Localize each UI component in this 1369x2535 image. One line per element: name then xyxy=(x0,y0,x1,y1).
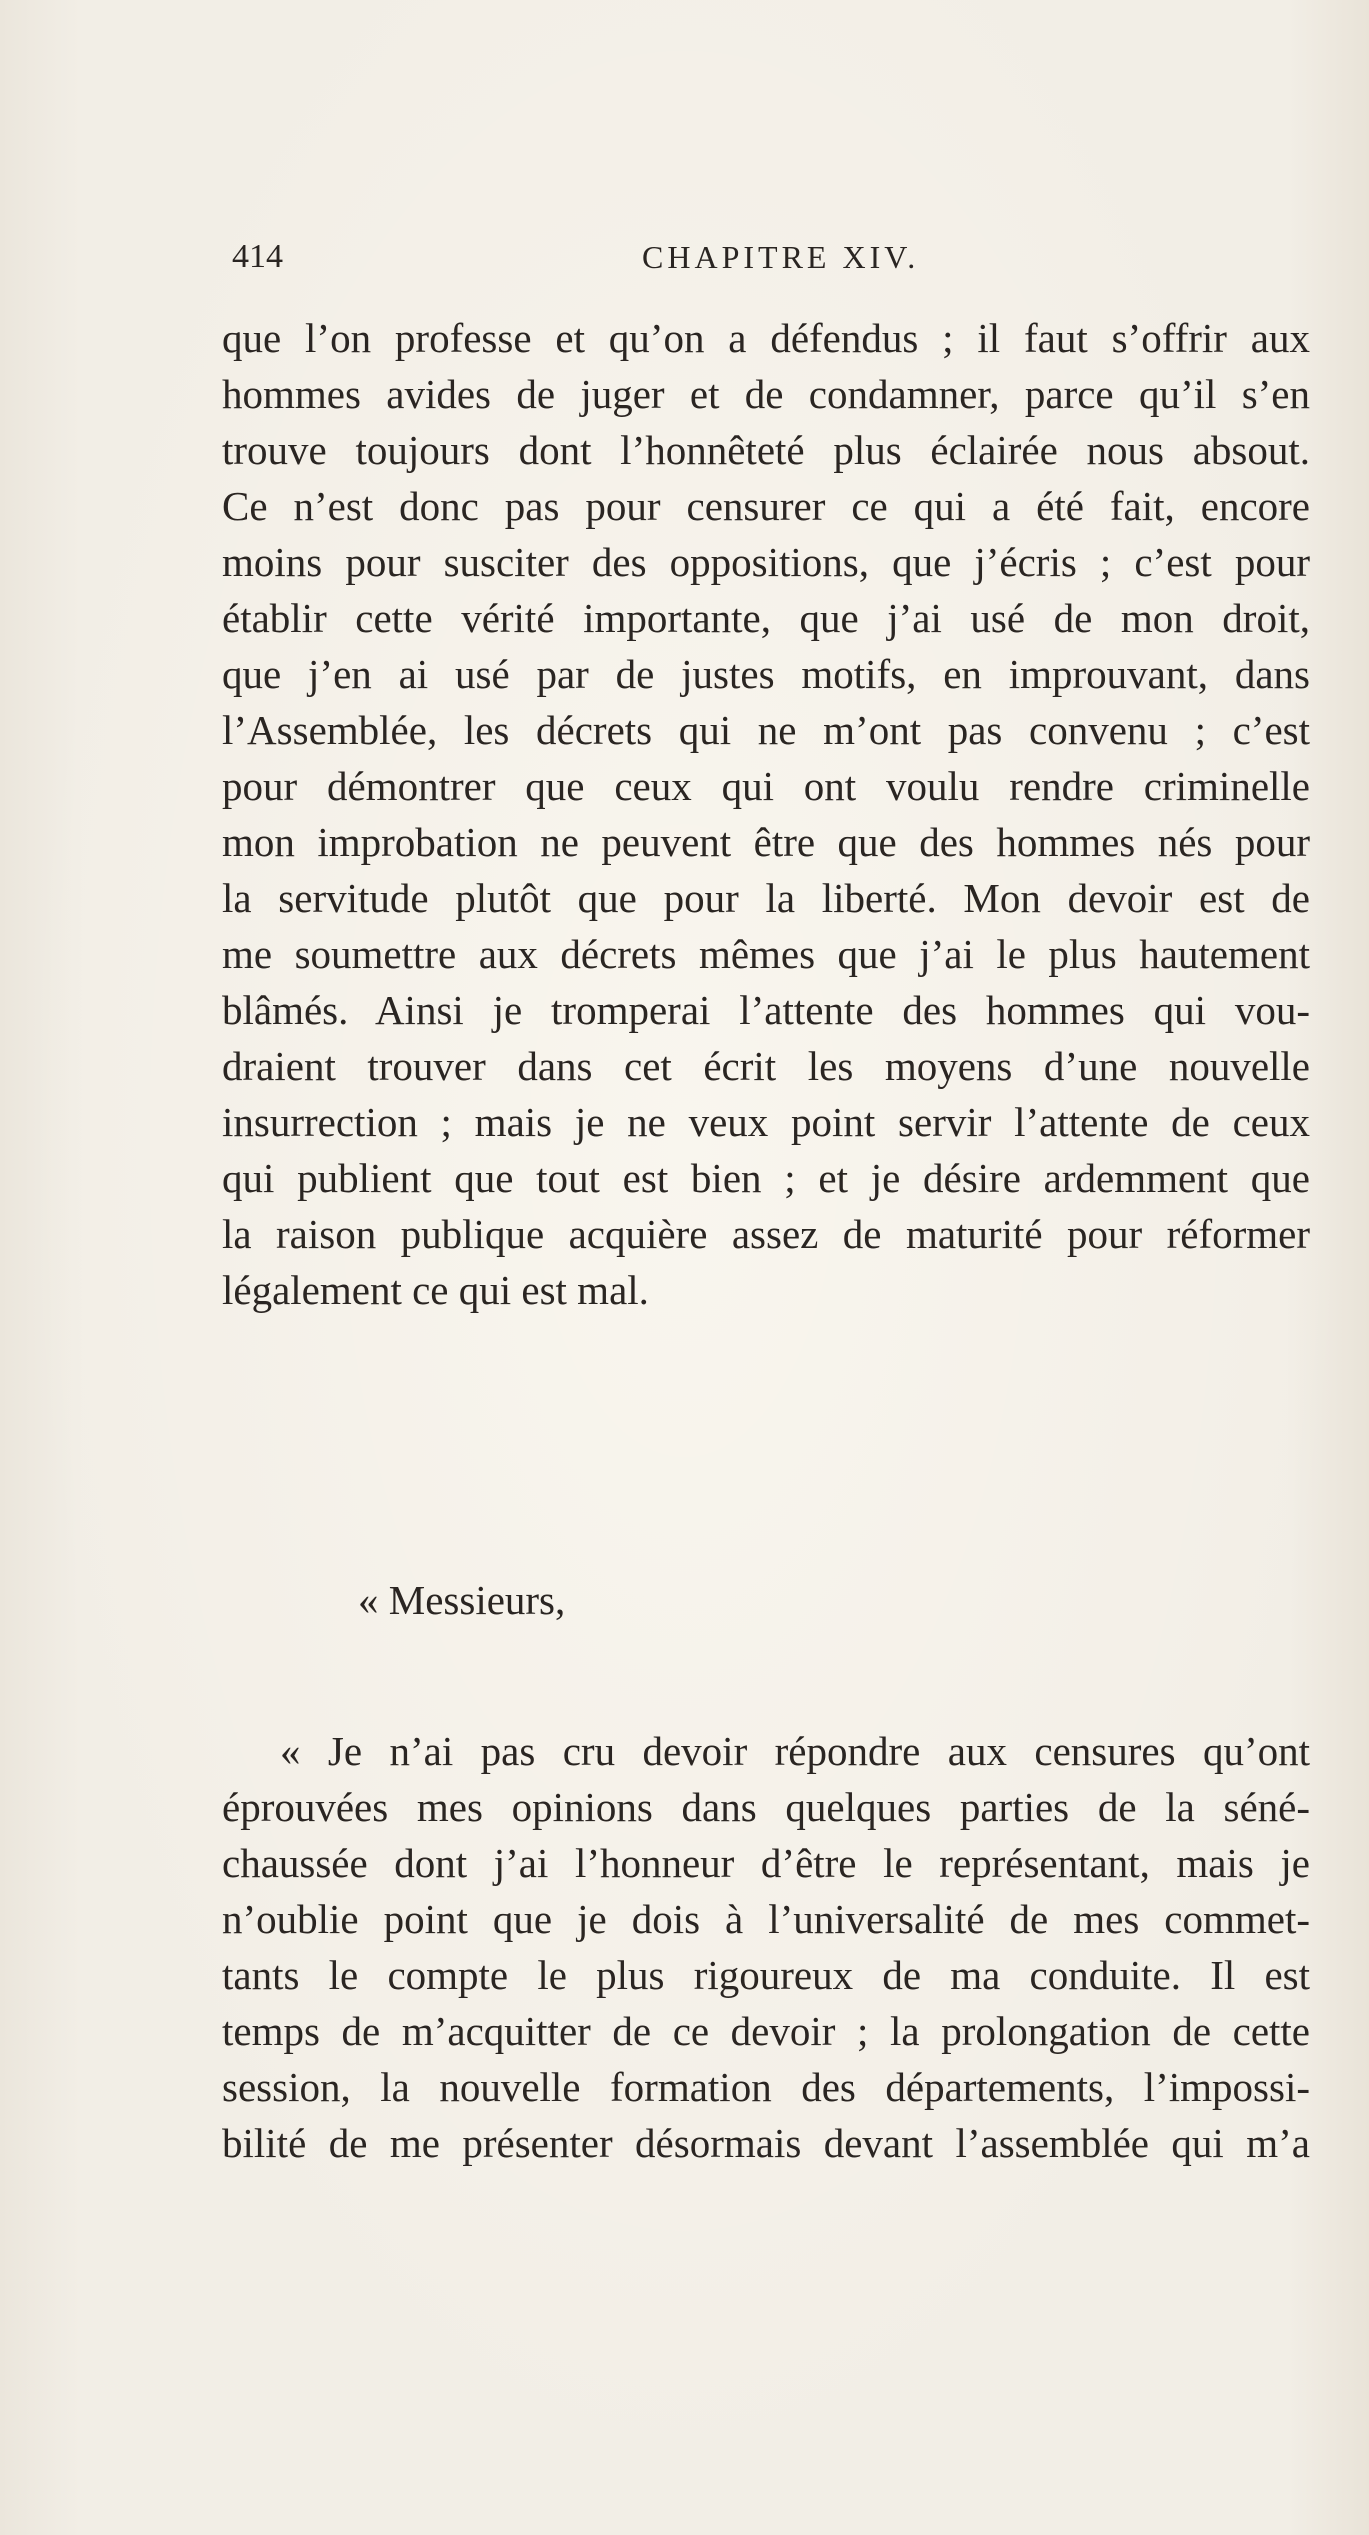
text-line: blâmés. Ainsi je tromperai l’attente des hommes qui vou- xyxy=(222,987,1310,1033)
salutation: « Messieurs, xyxy=(358,1577,566,1623)
text-line: pour démontrer que ceux qui ont voulu rendre criminelle xyxy=(222,763,1310,809)
text-line: trouve toujours dont l’honnêteté plus éclairée nous absout. xyxy=(222,427,1310,473)
text-line: la raison publique acquière assez de maturité pour réformer xyxy=(222,1211,1310,1257)
text-line: établir cette vérité importante, que j’ai usé de mon droit, xyxy=(222,595,1310,641)
running-head xyxy=(232,232,1314,282)
paragraph-2 xyxy=(222,1723,1310,2171)
paragraph-1 xyxy=(222,310,1310,1318)
text-line: session, la nouvelle formation des départements, l’impossi- xyxy=(222,2064,1310,2110)
page-number: 414 xyxy=(232,238,283,275)
text-line: draient trouver dans cet écrit les moyens d’une nouvelle xyxy=(222,1043,1310,1089)
text-line: moins pour susciter des oppositions, que j’écris ; c’est pour xyxy=(222,539,1310,585)
text-line: que j’en ai usé par de justes motifs, en improuvant, dans xyxy=(222,651,1310,697)
text-line: n’oublie point que je dois à l’universalité de mes commet- xyxy=(222,1896,1310,1942)
text-line: que l’on professe et qu’on a défendus ; il faut s’offrir aux xyxy=(222,315,1310,361)
text-line: mon improbation ne peuvent être que des hommes nés pour xyxy=(222,819,1310,865)
text-line: Ce n’est donc pas pour censurer ce qui a été fait, encore xyxy=(222,483,1310,529)
text-line: la servitude plutôt que pour la liberté. Mon devoir est de xyxy=(222,875,1310,921)
text-line: éprouvées mes opinions dans quelques parties de la séné- xyxy=(222,1784,1310,1830)
text-line: « Je n’ai pas cru devoir répondre aux censures qu’ont xyxy=(280,1728,1310,1774)
text-line: chaussée dont j’ai l’honneur d’être le représentant, mais je xyxy=(222,1840,1310,1886)
text-line: bilité de me présenter désormais devant l’assemblée qui m’a xyxy=(222,2120,1310,2166)
text-line: me soumettre aux décrets mêmes que j’ai le plus hautement xyxy=(222,931,1310,977)
text-line: légalement ce qui est mal. xyxy=(222,1267,649,1313)
text-line: qui publient que tout est bien ; et je désire ardemment que xyxy=(222,1155,1310,1201)
text-line: l’Assemblée, les décrets qui ne m’ont pas convenu ; c’est xyxy=(222,707,1310,753)
chapter-title: CHAPITRE XIV. xyxy=(642,239,920,275)
text-line: tants le compte le plus rigoureux de ma conduite. Il est xyxy=(222,1952,1310,1998)
text-line: insurrection ; mais je ne veux point servir l’attente de ceux xyxy=(222,1099,1310,1145)
text-line: hommes avides de juger et de condamner, parce qu’il s’en xyxy=(222,371,1310,417)
text-line: temps de m’acquitter de ce devoir ; la prolongation de cette xyxy=(222,2008,1310,2054)
